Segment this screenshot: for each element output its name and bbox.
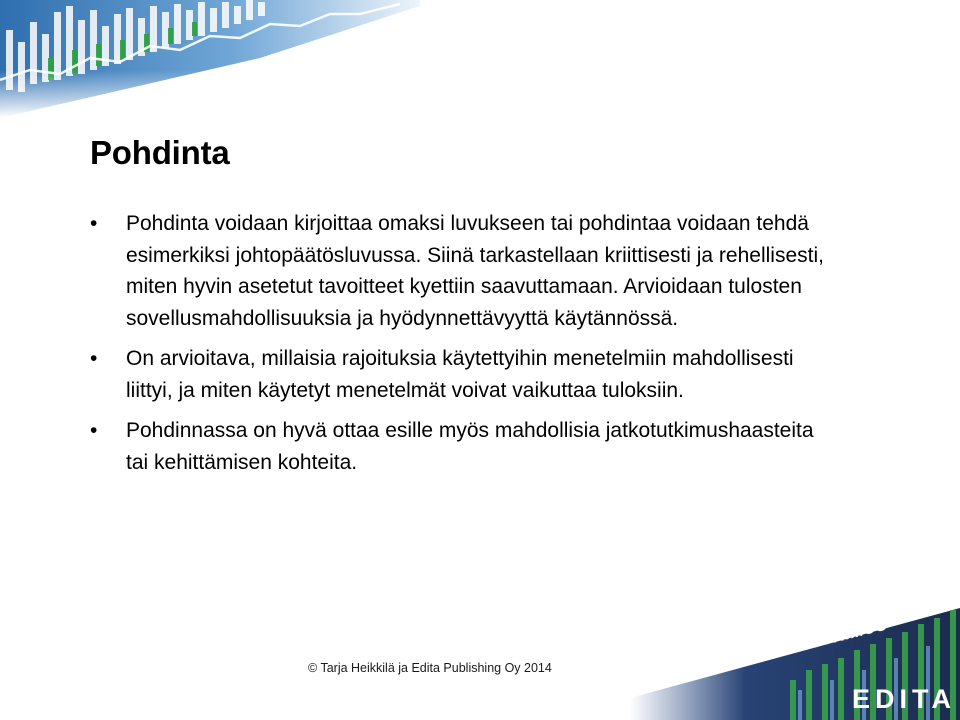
list-item (90, 208, 830, 334)
header-chart-decoration (0, 0, 420, 118)
bullet-list (90, 208, 830, 487)
bullet-text: Pohdinnassa on hyvä ottaa esille myös mahdollisia jatkotutkimushaasteita tai kehittämisen kohteita. (126, 419, 814, 474)
bullet-icon: • (90, 212, 98, 235)
slide-title: Pohdinta (90, 134, 230, 171)
branding-graphic (630, 600, 960, 720)
bullet-icon: • (90, 347, 98, 370)
chart-banner-graphic (0, 0, 420, 118)
bullet-text: Pohdinta voidaan kirjoittaa omaksi luvukseen tai pohdintaa voidaan tehdä esimerkiksi johtopäätösluvussa. Siinä tarkastellaan kriittisesti ja rehellisesti, miten hyvin asetetut tavoitteet kyettiin saavuttamaan. Arvioidaan tulosten sovellusmahdollisuuksia ja hyödynnettävyyttä käytännössä. (126, 212, 824, 330)
copyright-footer: © Tarja Heikkilä ja Edita Publishing Oy 2014 (308, 661, 552, 675)
bullet-text: On arvioitava, millaisia rajoituksia käytettyihin menetelmiin mahdollisesti liittyi, ja miten käytetyt menetelmät voivat vaikuttaa tuloksiin. (126, 347, 794, 402)
list-item (90, 415, 830, 478)
branding-banner (630, 600, 960, 720)
bullet-icon: • (90, 419, 98, 442)
list-item (90, 343, 830, 406)
